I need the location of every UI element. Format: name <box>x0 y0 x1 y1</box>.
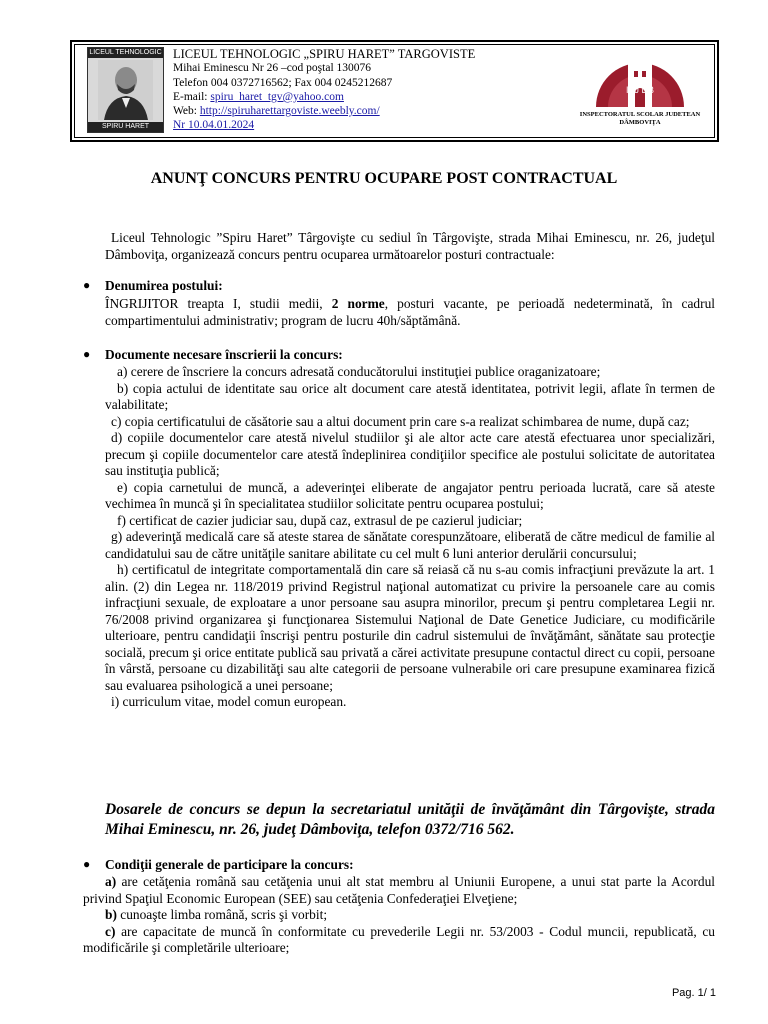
post-description <box>105 296 715 329</box>
document-item: c) copia certificatului de căsătorie sau a altui document prin care s-a realizat schimbarea de nume, după caz; <box>111 413 690 429</box>
photo-top-caption: LICEUL TEHNOLOGIC <box>89 49 162 56</box>
letterhead-inner-border <box>74 44 715 138</box>
web-link[interactable]: http://spiruharettargoviste.weebly.com/ <box>199 105 380 118</box>
document-item: d) copiile documentelor care atestă nivelul studiilor şi ale altor acte care atestă efectuarea unor specializări, precum şi copiile documentelor care atestă îndeplinirea condiţiilor specifice ale postului solicitate de autoritatea sau instituţia publică; <box>105 430 715 478</box>
letterhead <box>70 40 719 142</box>
condition-item <box>83 874 715 907</box>
isj-caption-line-1: INSPECTORATUL SCOLAR JUDETEAN <box>579 111 701 118</box>
page-number: Pag. 1/ 1 <box>671 987 716 999</box>
bullet-icon: ● <box>83 857 91 871</box>
condition-text: are capacitate de muncă în conformitate cu prevederile Legii nr. 53/2003 - Codul muncii, republicată, cu modificările şi completările ulterioare; <box>83 923 715 955</box>
document-item: b) copia actului de identitate sau orice alt document care atestă identitatea, potrivit legii, aflate în termen de valabilitate; <box>105 380 715 412</box>
condition-item <box>83 907 715 924</box>
condition-letter: c) <box>105 923 116 939</box>
condition-letter: b) <box>105 907 117 922</box>
isj-caption-line-2: DÂMBOVIŢA <box>619 119 661 126</box>
document-number-text: Nr 10.04.01.2024 <box>173 119 255 132</box>
email-link[interactable]: spiru_haret_tgv@yahoo.com <box>210 90 344 103</box>
school-patron-photo <box>87 47 164 133</box>
condition-item <box>83 924 715 957</box>
deposit-notice: Dosarele de concurs se depun la secretariatul unităţii de învăţământ din Târgovişte, strada Mihai Eminescu, nr. 26, judeţ Dâmboviţa, telefon 0372/716 562. <box>105 801 715 838</box>
condition-text: are cetăţenia română sau cetăţenia unui alt stat membru al Uniunii Europene, a unui stat parte la Acordul privind Spaţiul Economic European (SEE) sau cetăţenia Confederaţiei Elveţiene; <box>83 874 715 906</box>
isj-caption <box>578 111 702 127</box>
bullet-icon: ● <box>83 278 91 292</box>
school-phone: Telefon 004 0372716562; Fax 004 0245212687 <box>173 76 393 89</box>
email-label: E-mail: <box>173 90 211 103</box>
document-title: ANUNŢ CONCURS PENTRU OCUPARE POST CONTRACTUAL <box>150 170 618 187</box>
portrait-image <box>98 60 153 120</box>
documents-heading: Documente necesare înscrierii la concurs: <box>105 347 343 362</box>
post-text-2: , posturi vacante, pe perioadă nedeterminată, în cadrul compartimentului administrativ; program de lucru 40h/săptămână. <box>105 296 715 328</box>
document-item: h) certificatul de integritate comportamentală din care să reiasă că nu s-au comis infracţiuni prevăzute la art. 1 alin. (2) din Legea nr. 118/2019 privind Registrul naţional automatizat cu privire la persoanele care au comis infracţiuni sexuale, de exploatare a unor persoane sau asupra minorilor, precum şi pentru completarea Legii nr. 76/2008 privind organizarea şi funcţionarea Sistemului Naţional de Date Genetice Judiciare, cu modificările ulterioare, pentru candidaţii înscrişi pentru posturile din cadrul sistemului de învăţământ, sănătate sau protecţie socială, precum şi orice entitate publică sau privată a cărei activitate presupune contactul direct cu copii, persoane în vârstă, persoane cu dizabilităţi sau alte categorii de persoane vulnerabile ori care presupune examinarea fizică sau evaluarea psihologică a unei persoane; <box>105 562 715 693</box>
document-item: a) cerere de înscriere la concurs adresată conducătorului instituţiei publice oraganizatoare; <box>117 364 601 379</box>
isj-letters: ISJ DB <box>625 85 654 95</box>
document-number <box>173 118 475 132</box>
photo-bottom-caption: SPIRU HARET <box>88 122 163 132</box>
conditions-heading: Condiţii generale de participare la concurs: <box>105 857 354 872</box>
intro-paragraph: Liceul Tehnologic ”Spiru Haret” Târgovişte cu sediul în Târgovişte, strada Mihai Eminescu, nr. 26, judeţul Dâmboviţa, organizează concurs pentru ocuparea următoarelor posturi contractuale: <box>105 230 715 262</box>
school-name: LICEUL TEHNOLOGIC „SPIRU HARET” TARGOVISTE <box>173 47 476 61</box>
school-web-line <box>173 104 475 118</box>
conditions-list <box>83 874 715 957</box>
post-text-1: ÎNGRIJITOR treapta I, studii medii, <box>105 296 332 311</box>
isj-emblem-icon <box>594 47 686 109</box>
document-item: e) copia carnetului de muncă, a adeverinţei eliberate de angajator pentru perioada lucrată, care să ateste vechimea în muncă şi în specialitatea studiilor solicitate pentru ocuparea postului; <box>105 479 715 511</box>
school-address: Mihai Eminescu Nr 26 –cod poştal 130076 <box>173 62 372 75</box>
document-item: g) adeverinţă medicală care să ateste starea de sănătate corespunzătoare, eliberată de către medicul de familie al candidatului sau de către unităţile sanitare abilitate cu cel mult 6 luni anterior derulării concursului; <box>105 529 715 561</box>
bullet-icon: ● <box>83 347 91 361</box>
condition-text: cunoaşte limba română, scris şi vorbit; <box>116 907 328 922</box>
web-label: Web: <box>173 105 200 118</box>
school-email-line <box>173 90 475 104</box>
document-item: f) certificat de cazier judiciar sau, după caz, extrasul de pe cazierul judiciar; <box>117 512 523 528</box>
isj-logo <box>578 47 702 133</box>
documents-list <box>105 364 715 711</box>
condition-letter: a) <box>105 874 117 889</box>
document-item: i) curriculum vitae, model comun european. <box>111 694 347 709</box>
post-heading: Denumirea postului: <box>105 278 223 293</box>
school-contact-info <box>173 47 475 133</box>
post-text-bold: 2 norme <box>331 296 385 311</box>
